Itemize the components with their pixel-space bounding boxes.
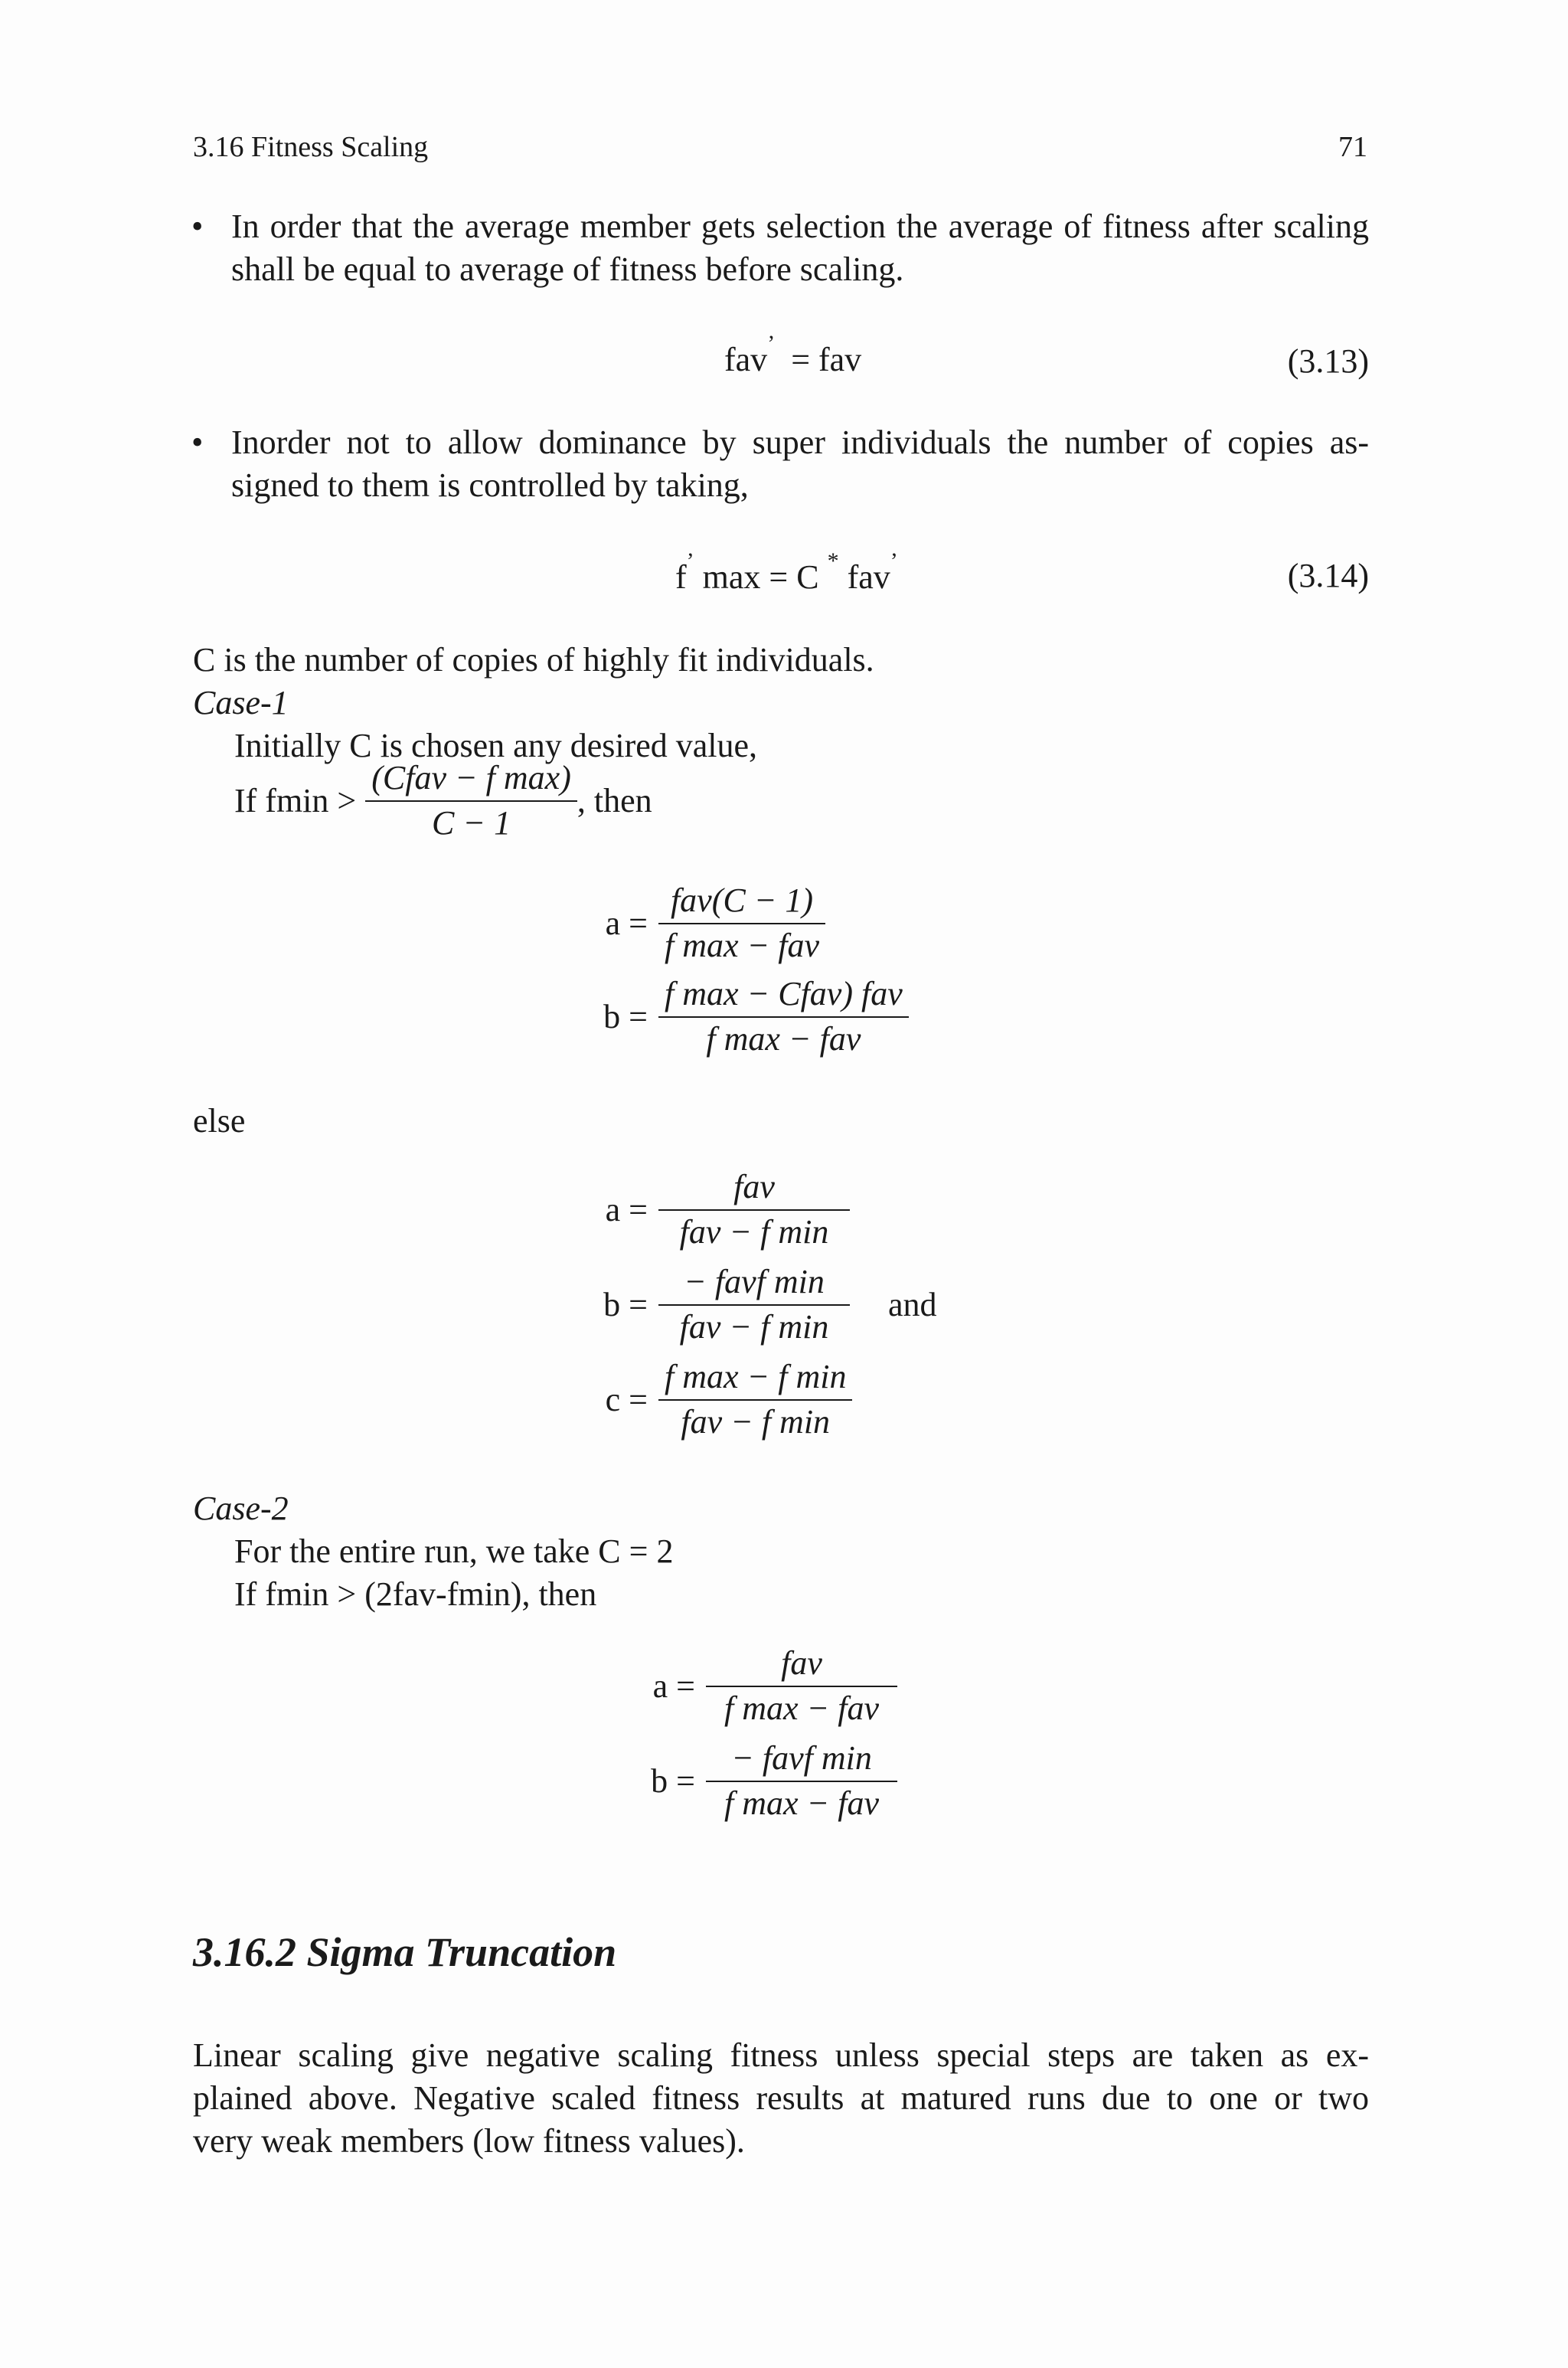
paragraph-line-2: plained above. Negative scaled fitness results at matured runs due to one or two <box>193 2079 1369 2117</box>
fraction-numerator: fav <box>733 1168 775 1205</box>
fraction-bar <box>365 800 577 802</box>
case-1-title: Case-1 <box>193 684 289 721</box>
fraction-bar <box>658 1016 909 1018</box>
case-2-title: Case-2 <box>193 1490 289 1527</box>
b-fraction <box>658 974 909 1058</box>
fraction-numerator: (Cfav − f max) <box>371 759 571 796</box>
else-b-equation <box>586 1262 937 1346</box>
fraction-numerator: f max − f min <box>665 1358 847 1395</box>
fraction-bar <box>658 1399 852 1401</box>
equation-3-14 <box>675 548 898 603</box>
else-label: else <box>193 1102 246 1140</box>
eq-314-mid: max = C <box>702 558 819 596</box>
text-c-definition: C is the number of copies of highly fit individuals. <box>193 641 874 679</box>
bullet-icon: • <box>191 208 204 245</box>
eq-label-a: a = <box>652 1666 695 1705</box>
fraction-bar <box>706 1686 897 1687</box>
a-fraction <box>658 881 825 965</box>
condition-fraction <box>365 758 577 842</box>
case-2-line-2: If fmin > (2fav-fmin), then <box>234 1575 597 1613</box>
bullet-icon: • <box>191 424 204 461</box>
paragraph-line-1: Linear scaling give negative scaling fitness unless special steps are taken as ex- <box>193 2036 1369 2074</box>
eq-314-f: f <box>675 558 687 596</box>
eq-313-prime: ’ <box>767 331 776 356</box>
eq-314-star: * <box>827 548 839 574</box>
fraction-bar <box>658 1304 850 1306</box>
fraction-numerator: − favf min <box>731 1739 872 1777</box>
condition-suffix: , then <box>577 781 652 819</box>
fraction-denominator: fav − f min <box>681 1403 831 1441</box>
fraction-bar <box>658 923 825 924</box>
case-1-condition <box>234 758 652 842</box>
fraction-denominator: fav − f min <box>679 1213 829 1251</box>
b-fraction <box>658 1262 850 1346</box>
fraction-bar <box>658 1209 850 1211</box>
fraction-denominator: f max − fav <box>706 1020 861 1058</box>
bullet-1-line-2: shall be equal to average of fitness before scaling. <box>231 250 904 288</box>
and-label: and <box>888 1285 937 1323</box>
eq-313-lhs: fav <box>724 341 768 378</box>
fraction-denominator: f max − fav <box>665 927 819 964</box>
fraction-numerator: − favf min <box>684 1263 825 1300</box>
case-2-a-equation <box>634 1644 897 1728</box>
eq-314-prime: ’ <box>890 548 898 574</box>
eq-label-b: b = <box>603 997 648 1035</box>
bullet-1-line-1: In order that the average member gets selection the average of fitness after scaling <box>231 208 1369 245</box>
fraction-denominator: f max − fav <box>724 1689 879 1727</box>
fraction-numerator: fav(C − 1) <box>670 881 814 919</box>
fraction-denominator: fav − f min <box>679 1308 829 1346</box>
case-2-b-equation <box>634 1738 897 1823</box>
fraction-bar <box>706 1781 897 1782</box>
else-a-equation <box>586 1167 850 1251</box>
running-header: 3.16 Fitness Scaling <box>193 131 429 163</box>
case-1-line-1: Initially C is chosen any desired value, <box>234 727 758 764</box>
paragraph-line-3: very weak members (low fitness values). <box>193 2122 745 2160</box>
equation-number-3-13: (3.13) <box>1287 342 1369 380</box>
eq-314-fav: fav <box>847 558 890 596</box>
bullet-2-line-2: signed to them is controlled by taking, <box>231 466 749 504</box>
fraction-numerator: f max − Cfav) fav <box>665 975 903 1012</box>
a-fraction <box>658 1167 850 1251</box>
section-heading: 3.16.2 Sigma Truncation <box>193 1929 617 1975</box>
fraction-numerator: fav <box>781 1644 822 1682</box>
case-2-line-1: For the entire run, we take C = 2 <box>234 1532 674 1570</box>
eq-label-c: c = <box>605 1380 648 1418</box>
equation-number-3-14: (3.14) <box>1287 557 1369 594</box>
fraction-denominator: C − 1 <box>432 804 511 842</box>
c-fraction <box>658 1357 852 1441</box>
eq-label-a: a = <box>605 904 648 942</box>
case-1-b-equation <box>586 974 909 1058</box>
fraction-denominator: f max − fav <box>724 1784 879 1822</box>
a-fraction <box>706 1644 897 1728</box>
bullet-2-line-1: Inorder not to allow dominance by super individuals the number of copies as- <box>231 424 1369 461</box>
eq-label-a: a = <box>605 1190 648 1228</box>
else-c-equation <box>586 1357 852 1441</box>
b-fraction <box>706 1738 897 1823</box>
eq-314-prime: ’ <box>686 548 694 574</box>
equation-3-13 <box>724 331 862 385</box>
eq-313-rhs: = fav <box>791 341 862 378</box>
condition-prefix: If fmin > <box>234 781 357 819</box>
page-number: 71 <box>1338 131 1367 163</box>
eq-label-b: b = <box>651 1761 695 1800</box>
case-1-a-equation <box>586 881 825 965</box>
eq-label-b: b = <box>603 1285 648 1323</box>
